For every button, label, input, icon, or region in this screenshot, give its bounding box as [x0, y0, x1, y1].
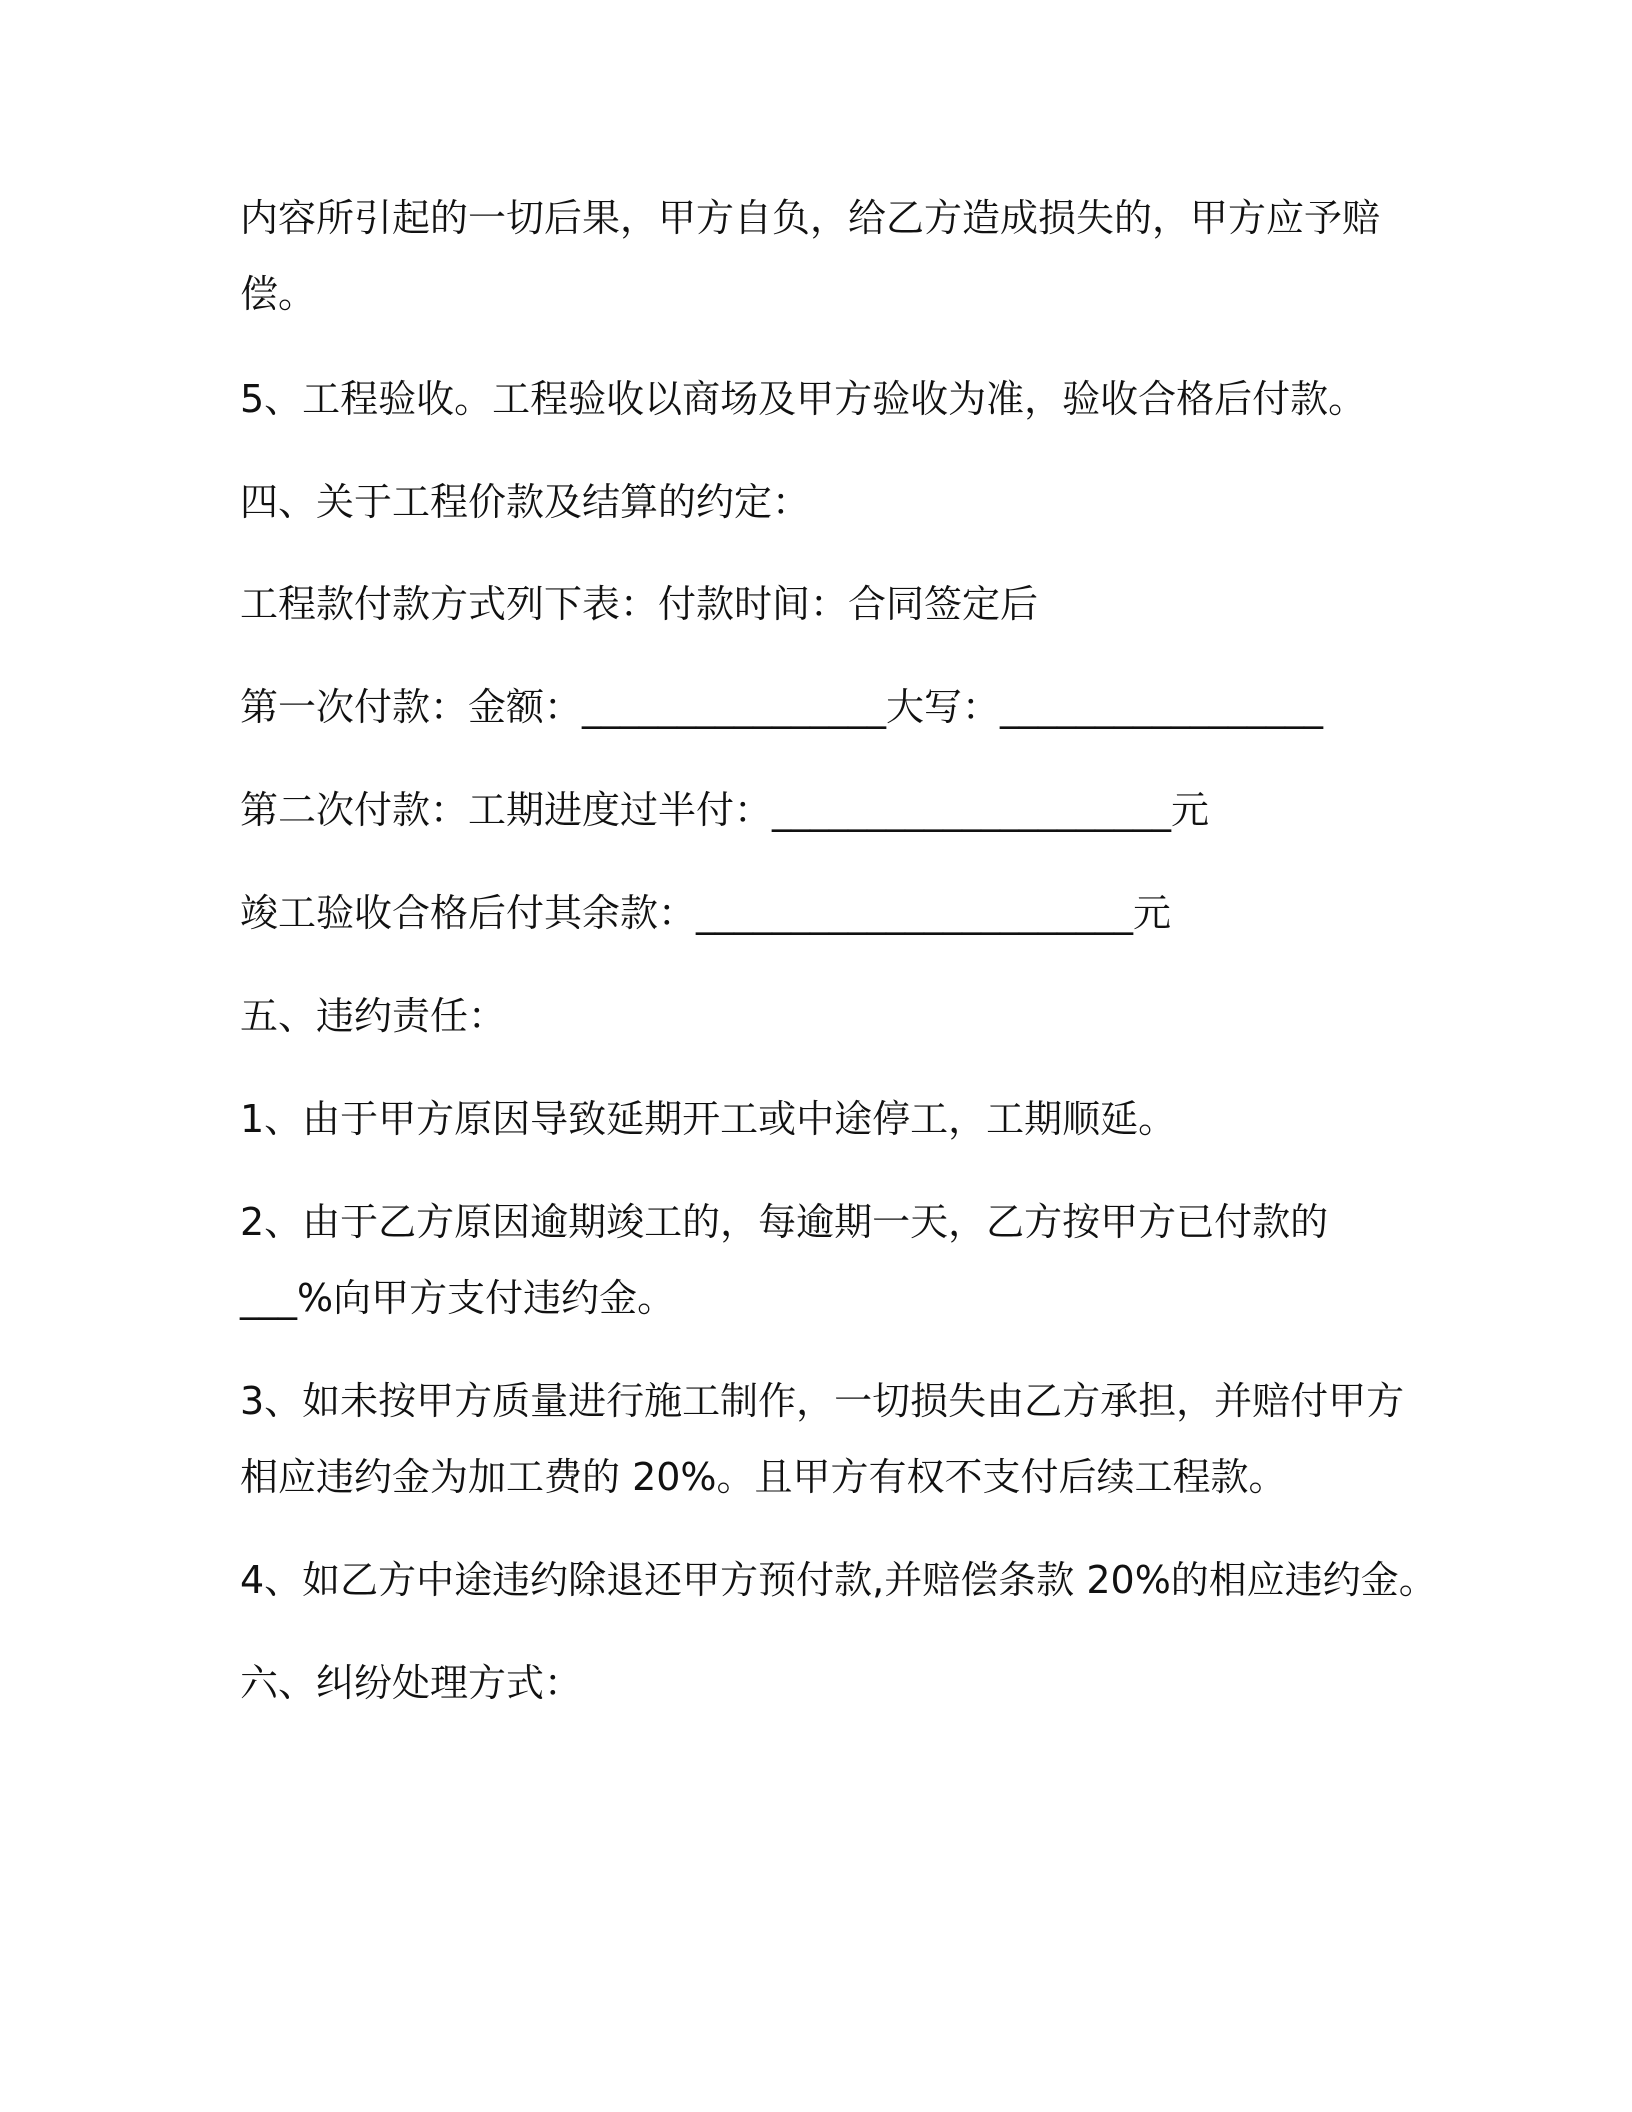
payment-method-line: 工程款付款方式列下表：付款时间：合同签定后 [240, 582, 1039, 626]
liability-clause-2: 2、由于乙方原因逾期竣工的，每逾期一天，乙方按甲方已付款的 [240, 1200, 1329, 1244]
clause-5-acceptance: 5、工程验收。工程验收以商场及甲方验收为准，验收合格后付款。 [240, 377, 1367, 421]
clause-4-continuation: 内容所引起的一切后果，甲方自负，给乙方造成损失的，甲方应予赔 [240, 196, 1381, 240]
final-payment-line: 竣工验收合格后付其余款：_______________________元 [240, 891, 1172, 935]
second-payment-line: 第二次付款：工期进度过半付：_____________________元 [240, 788, 1210, 832]
section-6-heading: 六、纠纷处理方式： [240, 1661, 583, 1705]
section-4-heading: 四、关于工程价款及结算的约定： [240, 480, 811, 524]
liability-clause-3-continuation: 相应违约金为加工费的 20%。且甲方有权不支付后续工程款。 [240, 1455, 1287, 1499]
clause-4-continuation-end: 偿。 [240, 272, 317, 316]
first-payment-line: 第一次付款：金额：________________大写：_________________ [240, 685, 1324, 729]
liability-clause-4: 4、如乙方中途违约除退还甲方预付款,并赔偿条款 20%的相应违约金。 [240, 1558, 1437, 1602]
liability-clause-2-continuation: ___%向甲方支付违约金。 [240, 1276, 676, 1320]
liability-clause-1: 1、由于甲方原因导致延期开工或中途停工，工期顺延。 [240, 1097, 1177, 1141]
section-5-heading: 五、违约责任： [240, 994, 507, 1038]
liability-clause-3: 3、如未按甲方质量进行施工制作，一切损失由乙方承担，并赔付甲方 [240, 1379, 1405, 1423]
